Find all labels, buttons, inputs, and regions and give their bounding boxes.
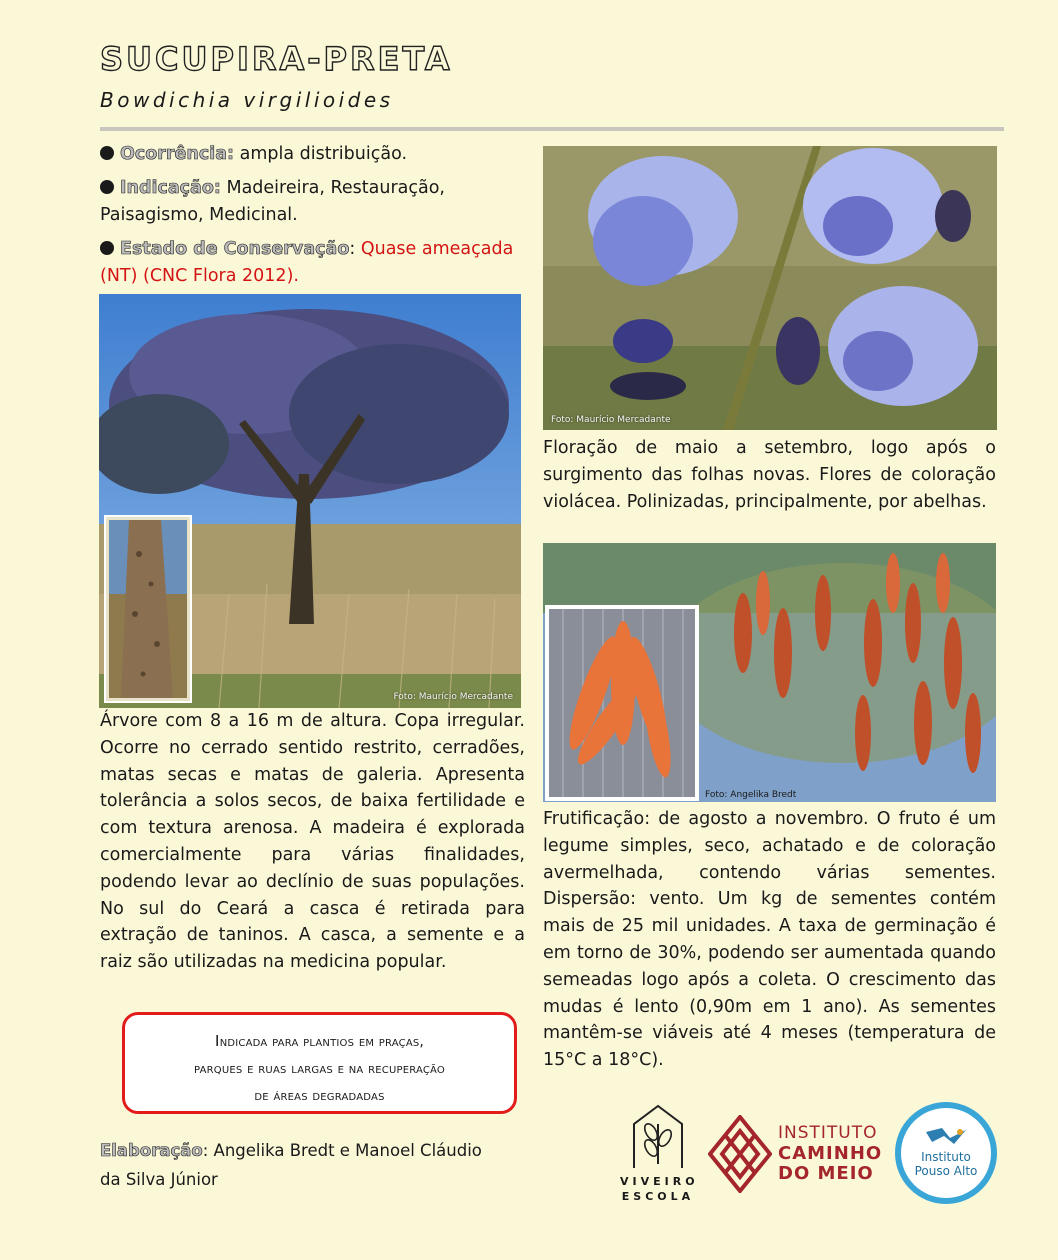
callout-line2: parques e ruas largas e na recuperação: [194, 1061, 445, 1077]
pouso-line2: Pouso Alto: [914, 1164, 978, 1178]
tree-illustration: [99, 294, 521, 708]
occurrence-value: ampla distribuição.: [239, 144, 408, 164]
plant-icon: [628, 1102, 688, 1170]
tree-photo: [99, 294, 521, 708]
flowering-text: Floração de maio a setembro, logo após o surgimento das folhas novas. Flores de coloração violácea. Polinizadas, principalmente, por abelhas.: [543, 438, 996, 512]
fruit-photo: [543, 543, 996, 802]
recommendation-box: [122, 1012, 517, 1114]
occurrence-label: Ocorrência:: [120, 144, 235, 164]
pouso-line1: Instituto: [921, 1150, 971, 1164]
callout-line3: de áreas degradadas: [254, 1088, 385, 1104]
callout-initial: I: [214, 1032, 220, 1050]
instituto-line1: INSTITUTO: [778, 1123, 878, 1143]
info-conservation: [100, 236, 525, 290]
viveiro-line2: ESCOLA: [621, 1190, 695, 1203]
conservation-colon: :: [349, 239, 356, 259]
photo-credit: Foto: Angelika Bredt: [705, 790, 797, 800]
credits-label: Elaboração: [100, 1141, 203, 1160]
page-title: SUCUPIRA-PRETA: [100, 40, 453, 78]
pouso-alto-logo: [895, 1102, 997, 1204]
fruit-illustration: [543, 543, 996, 802]
bullet-icon: [100, 180, 114, 194]
bird-icon: [924, 1126, 968, 1146]
conservation-value: Quase ameaçada (NT) (CNC Flora 2012).: [100, 239, 514, 286]
credits: [100, 1136, 500, 1194]
tree-description: Árvore com 8 a 16 m de altura. Copa irregular. Ocorre no cerrado sentido restrito, cerradões, matas secas e matas de galeria. Apresenta tolerância a solos secos, de baixa fertilidade e com textura arenosa. A madeira é explorada comercialmente para várias finalidades, podendo levar ao declínio de suas populações. No sul do Ceará a casca é retirada para extração de taninos. A casca, a semente e a raiz são utilizadas na medicina popular.: [100, 711, 525, 973]
instituto-line3: DO MEIO: [778, 1163, 874, 1184]
photo-credit: Foto: Maurício Mercadante: [551, 415, 671, 425]
info-indication: [100, 175, 525, 229]
instituto-caminho-logo: [708, 1115, 888, 1195]
indication-label: Indicação:: [120, 178, 221, 198]
bullet-icon: [100, 146, 114, 160]
flower-photo: [543, 146, 997, 430]
fruiting-text: Frutificação: de agosto a novembro. O fruto é um legume simples, seco, achatado e de coloração avermelhada, contendo várias sementes. Dispersão: vento. Um kg de sementes contém mais de 25 mil unidades. A taxa de germinação é em torno de 30%, podendo ser aumentada quando semeadas logo após a coleta. O crescimento das mudas é lento (0,90m em 1 ano). As sementes mantêm-se viáveis até 4 meses (temperatura de 15°C a 18°C).: [543, 809, 996, 1071]
instituto-line2: CAMINHO: [778, 1143, 883, 1164]
callout-line1: ndicada para plantios em praças,: [219, 1034, 425, 1050]
scientific-name: Bowdichia virgilioides: [100, 88, 394, 112]
conservation-label: Estado de Conservação: [120, 239, 350, 259]
credits-value: : Angelika Bredt e Manoel Cláudio da Silva Júnior: [100, 1141, 482, 1189]
viveiro-escola-logo: [620, 1102, 699, 1203]
info-occurrence: [100, 141, 525, 168]
flower-illustration: [543, 146, 997, 430]
indication-value: Madeireira, Restauração, Paisagismo, Medicinal.: [100, 178, 445, 225]
header-divider: [100, 127, 1004, 131]
bullet-icon: [100, 241, 114, 255]
knot-icon: [708, 1115, 772, 1193]
photo-credit: Foto: Maurício Mercadante: [393, 692, 513, 702]
viveiro-line1: VIVEIRO: [620, 1175, 699, 1188]
